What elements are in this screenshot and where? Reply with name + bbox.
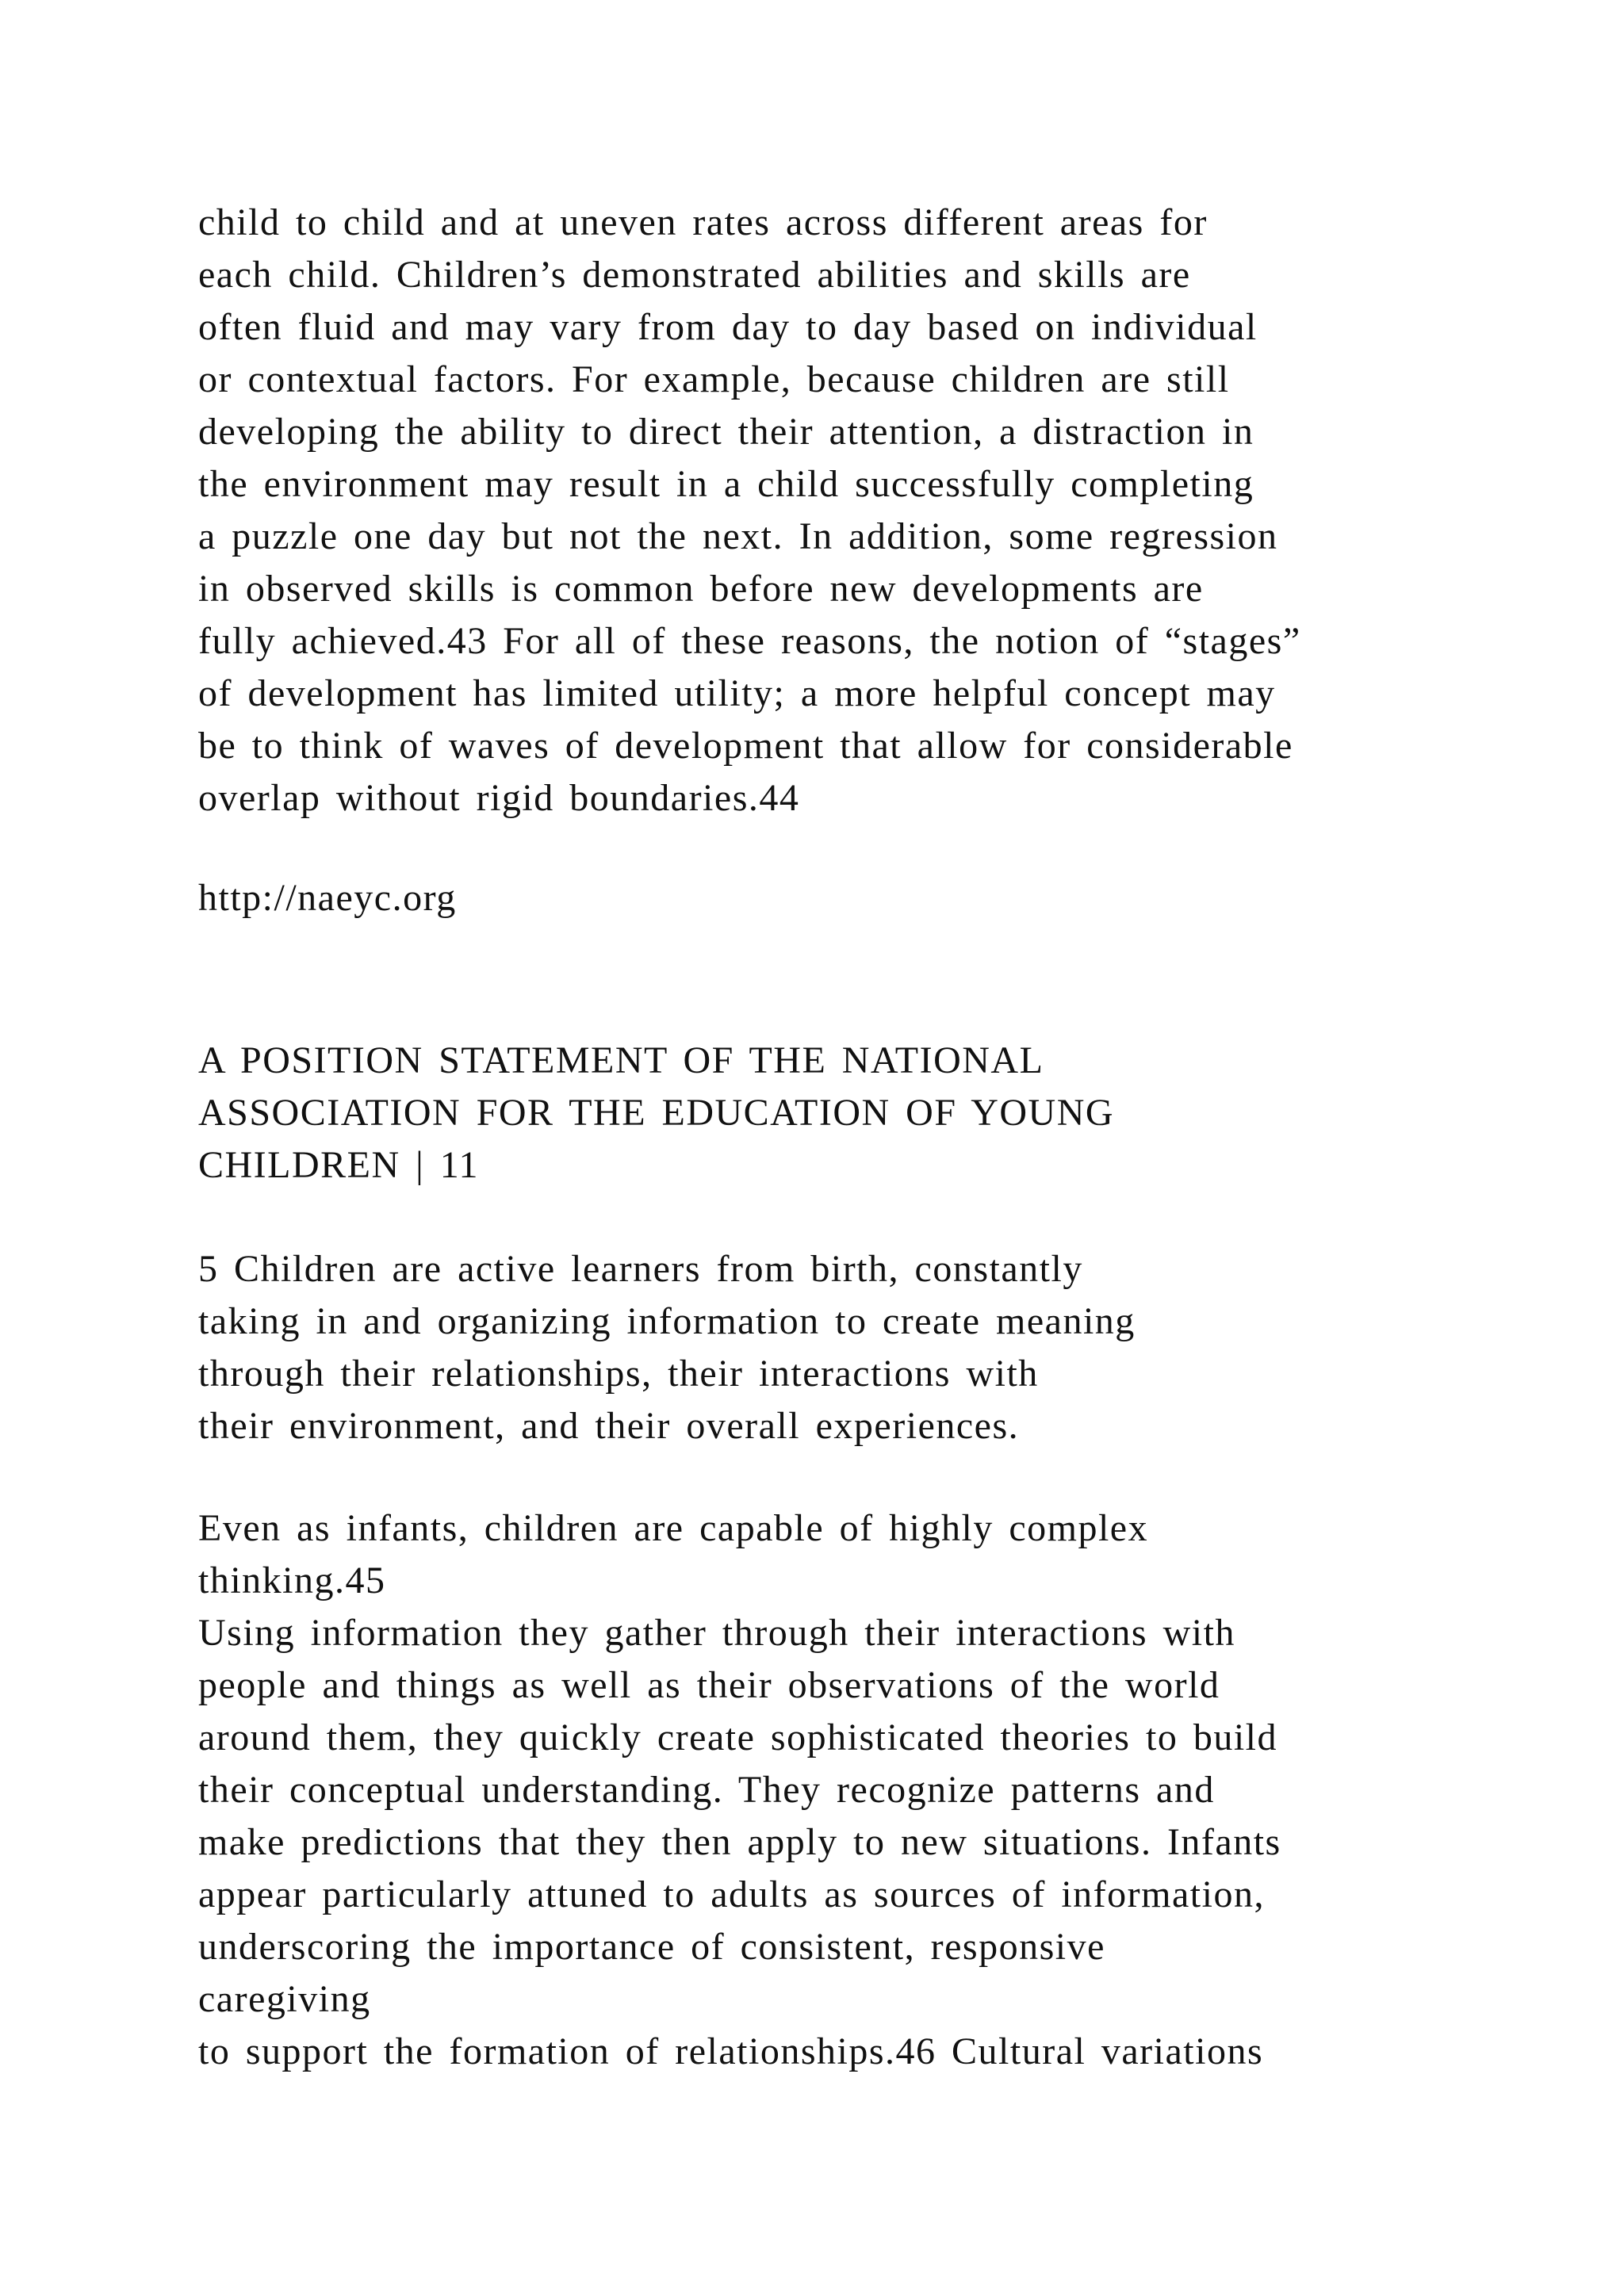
header-line: ASSOCIATION FOR THE EDUCATION OF YOUNG bbox=[198, 1092, 1115, 1134]
running-header bbox=[198, 1035, 1546, 1192]
header-line: A POSITION STATEMENT OF THE NATIONAL bbox=[198, 1039, 1044, 1081]
text-line: Even as infants, children are capable of highly complex bbox=[198, 1507, 1149, 1549]
text-line: overlap without rigid boundaries.44 bbox=[198, 777, 800, 819]
text-line: 5 Children are active learners from birth, constantly bbox=[198, 1248, 1083, 1290]
text-line: underscoring the importance of consistent, responsive bbox=[198, 1926, 1105, 1968]
text-line: thinking.45 bbox=[198, 1559, 386, 1601]
text-line: the environment may result in a child successfully completing bbox=[198, 463, 1254, 505]
text-line: appear particularly attuned to adults as sources of information, bbox=[198, 1873, 1265, 1915]
text-line: often fluid and may vary from day to day based on individual bbox=[198, 306, 1258, 348]
principle-statement bbox=[198, 1243, 1546, 1452]
text-line: or contextual factors. For example, because children are still bbox=[198, 358, 1230, 400]
text-line: developing the ability to direct their attention, a distraction in bbox=[198, 411, 1254, 453]
text-line: each child. Children’s demonstrated abilities and skills are bbox=[198, 254, 1191, 296]
text-line: of development has limited utility; a more helpful concept may bbox=[198, 672, 1276, 714]
continued-paragraph bbox=[198, 197, 1546, 825]
text-line: in observed skills is common before new developments are bbox=[198, 568, 1204, 610]
text-line: taking in and organizing information to create meaning bbox=[198, 1300, 1136, 1342]
text-line: be to think of waves of development that allow for considerable bbox=[198, 725, 1293, 767]
text-line: fully achieved.43 For all of these reasons, the notion of “stages” bbox=[198, 620, 1301, 662]
text-line: a puzzle one day but not the next. In addition, some regression bbox=[198, 515, 1278, 557]
text-line: around them, they quickly create sophisticated theories to build bbox=[198, 1716, 1277, 1758]
header-line: CHILDREN | 11 bbox=[198, 1144, 479, 1186]
naeyc-url-link[interactable]: http://naeyc.org bbox=[198, 877, 457, 919]
text-line: to support the formation of relationships.46 Cultural variations bbox=[198, 2030, 1264, 2072]
body-paragraph bbox=[198, 1502, 1546, 2078]
url-paragraph bbox=[198, 872, 1546, 924]
text-line: Using information they gather through their interactions with bbox=[198, 1612, 1235, 1654]
text-line: their environment, and their overall experiences. bbox=[198, 1405, 1020, 1447]
text-line: through their relationships, their interactions with bbox=[198, 1353, 1039, 1395]
text-line: their conceptual understanding. They recognize patterns and bbox=[198, 1769, 1215, 1811]
text-line: make predictions that they then apply to new situations. Infants bbox=[198, 1821, 1281, 1863]
text-line: caregiving bbox=[198, 1978, 371, 2020]
text-line: child to child and at uneven rates across different areas for bbox=[198, 201, 1208, 243]
text-line: people and things as well as their observations of the world bbox=[198, 1664, 1220, 1706]
